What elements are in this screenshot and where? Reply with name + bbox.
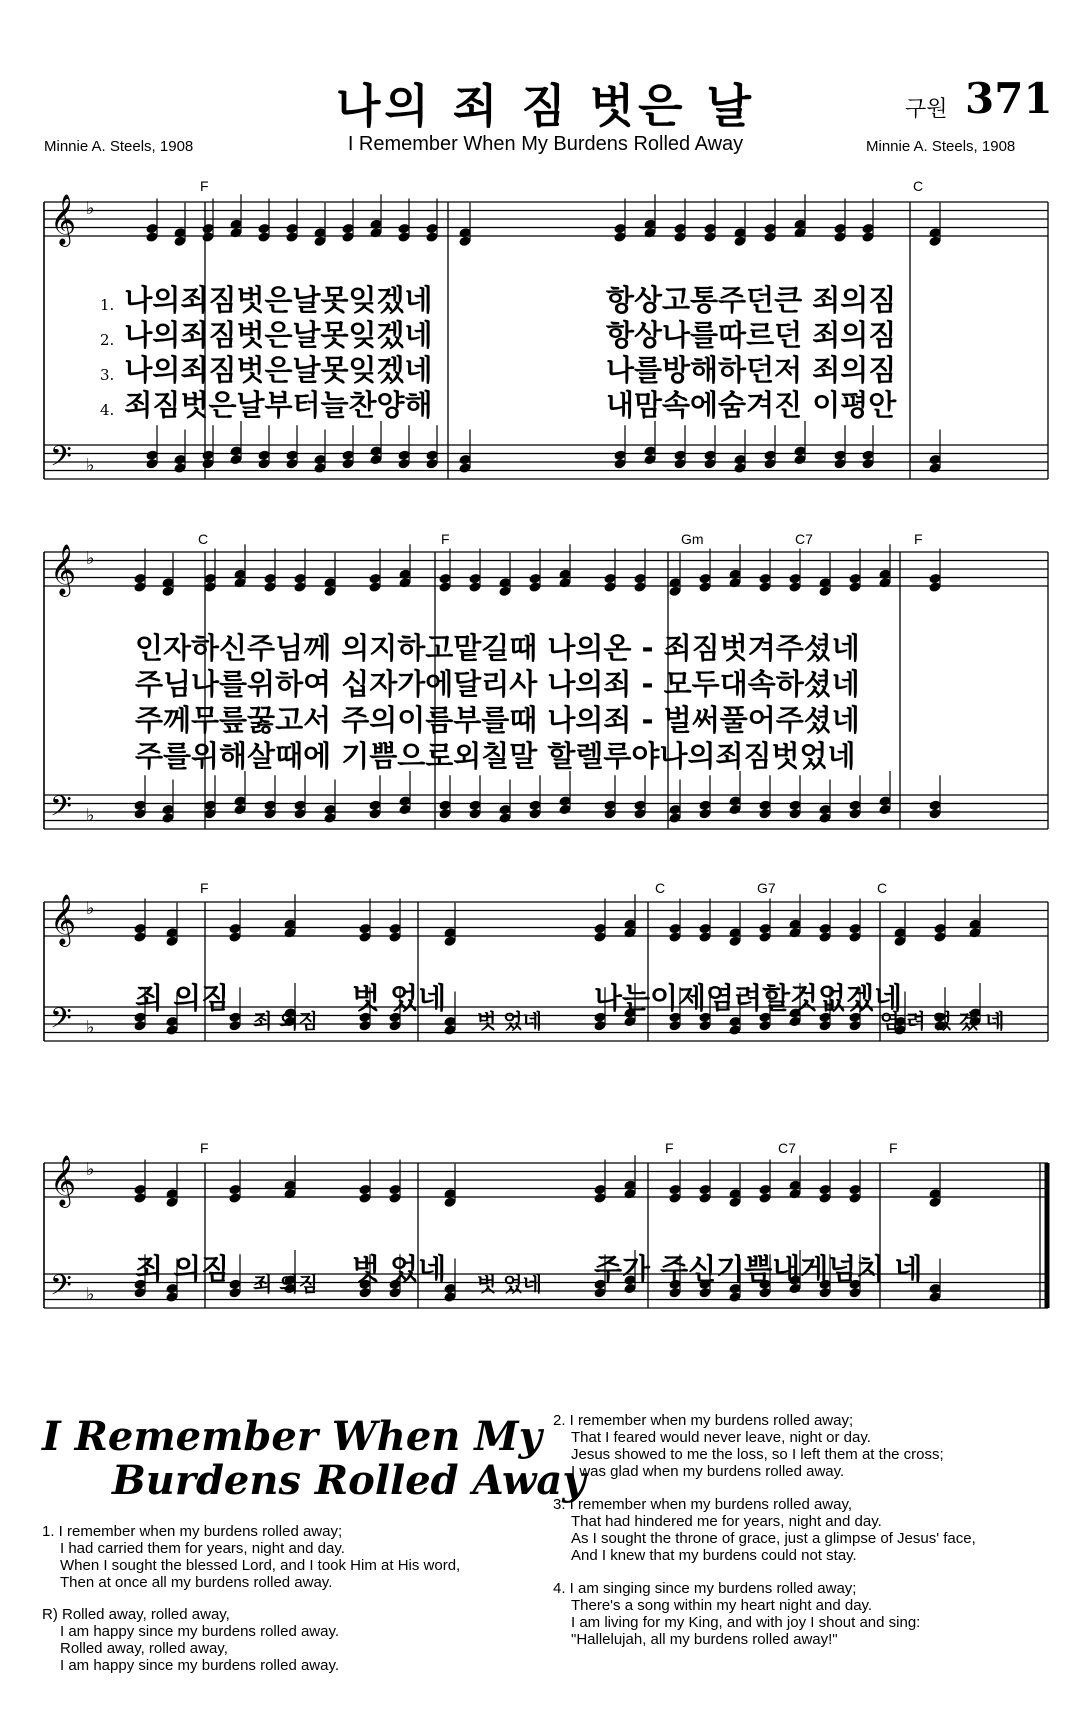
hymn-number: 371 [965,74,1053,123]
verse-number: 2. [100,331,115,349]
verse-line: "Hallelujah, all my burdens rolled away!" [571,1631,838,1648]
verse-number: 4. [100,401,115,419]
verse-line: That I feared would never leave, night or day. [571,1429,871,1446]
verse-line: I was glad when my burdens rolled away. [571,1463,845,1480]
verse-line: 2. I remember when my burdens rolled away; [553,1412,854,1429]
flat-icon: ♭ [86,898,95,919]
hymn-title: 나의 죄 짐 벗은 날 [335,79,756,133]
lyric-phrase: 죄짐벗은날부터늘찬양해 [124,388,433,422]
flat-icon: ♭ [86,1159,95,1180]
english-verse-1 [42,1523,460,1591]
chord-symbol: G7 [757,880,776,896]
chord-symbol: F [914,531,923,547]
english-title-line: I Remember When My [42,1413,542,1460]
author-left: Minnie A. Steels, 1908 [44,138,194,155]
verse-line: I am living for my King, and with joy I shout and sing: [571,1614,921,1631]
treble-clef-icon: 𝄞 [50,544,77,595]
bass-clef-icon: 𝄢 [50,440,72,480]
flat-icon: ♭ [86,1284,95,1305]
chord-symbol: C [913,178,924,194]
refrain-soprano-lyric: 나는이제염려할것없겠네 [594,981,903,1015]
bass-clef-icon: 𝄢 [50,1269,72,1309]
verse-line: I had carried them for years, night and day. [60,1540,345,1557]
lyric-phrase: 항상나를따르던 죄의짐 [606,318,897,352]
refrain-soprano-lyric: 죄 의짐 [135,1252,230,1286]
verse-line: I am happy since my burdens rolled away. [60,1657,340,1674]
verse-line: Jesus showed to me the loss, so I left them at the cross; [571,1446,944,1463]
hymn-category-label: 구원 [905,97,948,122]
bass-clef-icon: 𝄢 [50,1002,72,1042]
refrain-bass-lyric: 염 려 없 겠 네 [880,1009,1005,1033]
chord-symbol: C [198,531,209,547]
refrain-soprano-lyric: 주가 주신기쁨내게넘치 네 [594,1252,923,1286]
lyric-verse-4: 주를위해살때에 기쁨으로외칠말 할렐루야나의죄짐벗었네 [135,739,856,773]
treble-clef-icon: 𝄞 [50,894,77,945]
lyric-verse-1: 인자하신주님께 의지하고맡길때 나의온 - 죄짐벗겨주셨네 [135,631,860,665]
verse-line: There's a song within my heart night and day. [571,1597,873,1614]
lyric-verse-4 [100,383,433,424]
flat-icon: ♭ [86,548,95,569]
verse-line: I am happy since my burdens rolled away. [60,1623,340,1640]
bass-clef-icon: 𝄢 [50,790,72,830]
verse-line: As I sought the throne of grace, just a glimpse of Jesus' face, [571,1530,976,1547]
chord-symbol: C7 [778,1140,796,1156]
verse-line: 3. I remember when my burdens rolled away, [553,1496,853,1513]
chord-symbol: F [889,1140,898,1156]
english-subtitle: I Remember When My Burdens Rolled Away [347,133,744,155]
verse-line: Then at once all my burdens rolled away. [60,1574,333,1591]
verse-line: That had hindered me for years, night and day. [571,1513,882,1530]
english-refrain [42,1606,339,1674]
lyric-phrase: 나의죄짐벗은날못잊겠네 [124,318,433,352]
flat-icon: ♭ [86,805,95,826]
chord-symbol: Gm [681,531,704,547]
flat-icon: ♭ [86,455,95,476]
chord-symbol: C [877,880,888,896]
chord-symbol: C [655,880,666,896]
refrain-bass-lyric: 죄 의짐 [253,1009,318,1033]
lyric-phrase: 나의죄짐벗은날못잊겠네 [124,353,433,387]
english-title [42,1415,586,1503]
english-verse-3 [553,1496,976,1564]
chord-symbol: C7 [795,531,813,547]
lyric-phrase: 나를방해하던저 죄의짐 [606,353,897,387]
refrain-bass-lyric: 죄 의짐 [253,1272,318,1296]
refrain-soprano-lyric: 벗 었네 [352,1252,447,1286]
refrain-bass-lyric: 벗 었네 [477,1272,542,1296]
english-verse-4 [553,1580,920,1648]
verse-number: 1. [100,296,115,314]
lyric-verse-2: 주님나를위하여 십자가에달리사 나의죄 - 모두대속하셨네 [135,667,860,701]
verse-line: 4. I am singing since my burdens rolled away; [553,1580,857,1597]
author-right: Minnie A. Steels, 1908 [866,138,1016,155]
chord-symbol: F [200,1140,209,1156]
verse-line: When I sought the blessed Lord, and I took Him at His word, [60,1557,461,1574]
lyric-verse-3: 주께무릎꿇고서 주의이름부를때 나의죄 - 벌써풀어주셨네 [135,703,860,737]
refrain-bass-lyric: 벗 었네 [477,1009,542,1033]
verse-line: R) Rolled away, rolled away, [42,1606,230,1623]
lyric-phrase: 내맘속에숨겨진 이평안 [606,388,897,422]
verse-line: And I knew that my burdens could not stay. [571,1547,857,1564]
chord-symbol: F [441,531,450,547]
lyric-phrase: 나의죄짐벗은날못잊겠네 [124,283,433,317]
chord-symbol: F [200,880,209,896]
treble-clef-icon: 𝄞 [50,194,77,245]
lyric-phrase: 항상고통주던큰 죄의짐 [606,283,897,317]
chord-symbol: F [665,1140,674,1156]
verse-number: 3. [100,366,115,384]
verse-line: Rolled away, rolled away, [60,1640,228,1657]
verse-line: 1. I remember when my burdens rolled away; [42,1523,343,1540]
flat-icon: ♭ [86,198,95,219]
refrain-soprano-lyric: 벗 었네 [352,981,447,1015]
chord-symbol: F [200,178,209,194]
refrain-soprano-lyric: 죄 의짐 [135,981,230,1015]
treble-clef-icon: 𝄞 [50,1155,77,1206]
english-verse-2 [553,1412,944,1480]
flat-icon: ♭ [86,1017,95,1038]
english-title-line: Burdens Rolled Away [112,1457,586,1504]
